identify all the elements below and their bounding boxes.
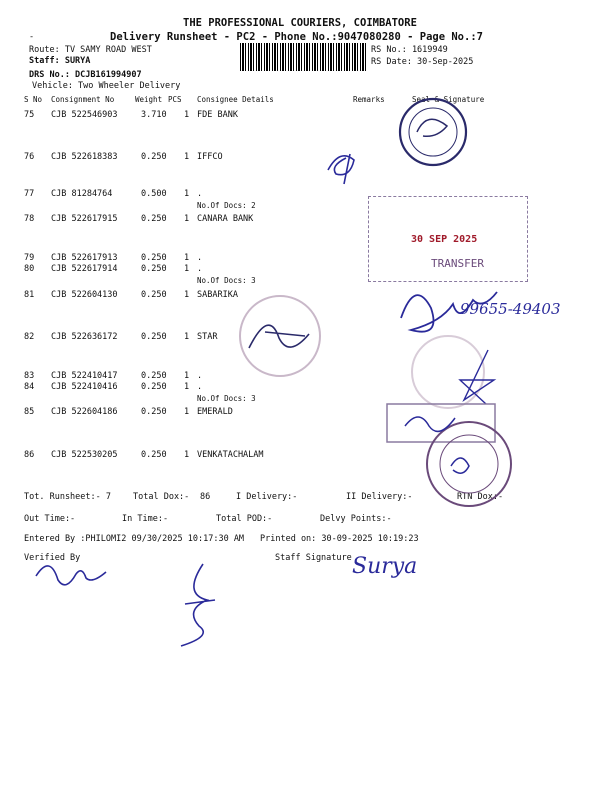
signature-mark: [320, 140, 370, 190]
company-name: THE PROFESSIONAL COURIERS, COIMBATORE: [183, 17, 417, 29]
handwritten-scribble: [175, 560, 225, 650]
route: Route: TV SAMY ROAD WEST: [29, 45, 152, 55]
row-consignee: VENKATACHALAM: [197, 450, 264, 460]
col-sno: S No: [24, 95, 43, 104]
row-pcs: 1: [184, 382, 190, 392]
row-consignment: CJB 522604186: [51, 407, 118, 417]
row-weight: 0.250: [141, 214, 167, 224]
col-pcs: PCS: [168, 95, 182, 104]
row-sno: 83: [24, 371, 35, 381]
row-consignment: CJB 522410417: [51, 371, 118, 381]
row-sno: 80: [24, 264, 35, 274]
tot-runsheet: Tot. Runsheet:- 7: [24, 492, 111, 502]
printed-on: Printed on: 30-09-2025 10:19:23: [260, 534, 419, 544]
total-dox-label: Total Dox:-: [133, 492, 190, 502]
col-seal: Seal & Signature: [412, 95, 485, 104]
rs-number: RS No.: 1619949: [371, 45, 448, 55]
entered-by: Entered By :PHILOMI2 09/30/2025 10:17:30 AM: [24, 534, 245, 544]
row-consignment: CJB 522410416: [51, 382, 118, 392]
row-consignee: .: [197, 253, 203, 263]
row-consignment: CJB 522617914: [51, 264, 118, 274]
rs-date: RS Date: 30-Sep-2025: [371, 57, 474, 67]
row-pcs: 1: [184, 214, 190, 224]
row-pcs: 1: [184, 407, 190, 417]
row-sno: 81: [24, 290, 35, 300]
row-consignee: .: [197, 264, 203, 274]
row-consignee: CANARA BANK: [197, 214, 254, 224]
row-consignment: CJB 522618383: [51, 152, 118, 162]
row-sno: 84: [24, 382, 35, 392]
staff: Staff: SURYA: [29, 56, 91, 66]
row-weight: 0.250: [141, 264, 167, 274]
row-pcs: 1: [184, 189, 190, 199]
row-consignee: FDE BANK: [197, 110, 238, 120]
row-consignee: IFFCO: [197, 152, 223, 162]
row-consignee: EMERALD: [197, 407, 233, 417]
row-sno: 75: [24, 110, 35, 120]
out-time: Out Time:-: [24, 514, 76, 524]
row-weight: 0.250: [141, 382, 167, 392]
row-weight: 0.250: [141, 332, 167, 342]
row-weight: 0.250: [141, 407, 167, 417]
row-weight: 0.250: [141, 450, 167, 460]
ii-delivery: II Delivery:-: [346, 492, 413, 502]
row-pcs: 1: [184, 371, 190, 381]
verified-by: Verified By: [24, 553, 81, 563]
staff-handwritten-name: Surya: [352, 554, 418, 579]
row-weight: 0.250: [141, 152, 167, 162]
dash-mark: -: [29, 32, 35, 42]
row-pcs: 1: [184, 110, 190, 120]
row-weight: 0.250: [141, 290, 167, 300]
date-stamp: 30 SEP 2025: [411, 234, 478, 245]
col-consignee: Consignee Details: [197, 95, 274, 104]
row-consignment: CJB 522636172: [51, 332, 118, 342]
vehicle: Vehicle: Two Wheeler Delivery: [32, 81, 181, 91]
row-consignment: CJB 522617915: [51, 214, 118, 224]
col-weight: Weight: [135, 95, 163, 104]
row-weight: 0.500: [141, 189, 167, 199]
staff-signature-label: Staff Signature: [275, 553, 352, 563]
row-pcs: 1: [184, 152, 190, 162]
in-time: In Time:-: [122, 514, 169, 524]
row-consignment: CJB 522546903: [51, 110, 118, 120]
round-seal-stamp: [400, 330, 510, 440]
docs-note: No.Of Docs: 3: [197, 394, 256, 403]
row-consignee: .: [197, 371, 203, 381]
row-consignment: CJB 522604130: [51, 290, 118, 300]
row-sno: 77: [24, 189, 35, 199]
row-weight: 0.250: [141, 253, 167, 263]
row-pcs: 1: [184, 264, 190, 274]
total-pod: Total POD:-: [216, 514, 273, 524]
total-dox-value: 86: [200, 492, 211, 502]
runsheet-title: Delivery Runsheet - PC2 - Phone No.:9047080280 - Page No.:7: [110, 31, 483, 43]
barcode: [240, 43, 368, 71]
row-consignment: CJB 81284764: [51, 189, 113, 199]
transfer-text: TRANSFER: [431, 257, 484, 270]
col-remarks: Remarks: [353, 95, 385, 104]
row-consignee: .: [197, 189, 203, 199]
row-pcs: 1: [184, 253, 190, 263]
row-weight: 3.710: [141, 110, 167, 120]
round-seal-stamp: [225, 288, 335, 383]
row-consignment: CJB 522617913: [51, 253, 118, 263]
row-consignee: SABARIKA: [197, 290, 238, 300]
row-consignee: STAR: [197, 332, 218, 342]
i-delivery: I Delivery:-: [236, 492, 298, 502]
row-sno: 76: [24, 152, 35, 162]
transfer-stamp: [368, 196, 528, 282]
delvy-points: Delvy Points:-: [320, 514, 392, 524]
row-sno: 86: [24, 450, 35, 460]
row-consignee: .: [197, 382, 203, 392]
handwritten-phone: 99655-49403: [460, 300, 561, 318]
row-sno: 82: [24, 332, 35, 342]
drs-number: DRS No.: DCJB161994907: [29, 70, 142, 80]
docs-note: No.Of Docs: 2: [197, 201, 256, 210]
row-consignment: CJB 522530205: [51, 450, 118, 460]
row-sno: 78: [24, 214, 35, 224]
row-sno: 79: [24, 253, 35, 263]
rtn-dox: RTN Dox:-: [457, 492, 504, 502]
docs-note: No.Of Docs: 3: [197, 276, 256, 285]
row-pcs: 1: [184, 290, 190, 300]
row-sno: 85: [24, 407, 35, 417]
row-pcs: 1: [184, 332, 190, 342]
row-weight: 0.250: [141, 371, 167, 381]
col-consignment: Consignment No: [51, 95, 115, 104]
row-pcs: 1: [184, 450, 190, 460]
